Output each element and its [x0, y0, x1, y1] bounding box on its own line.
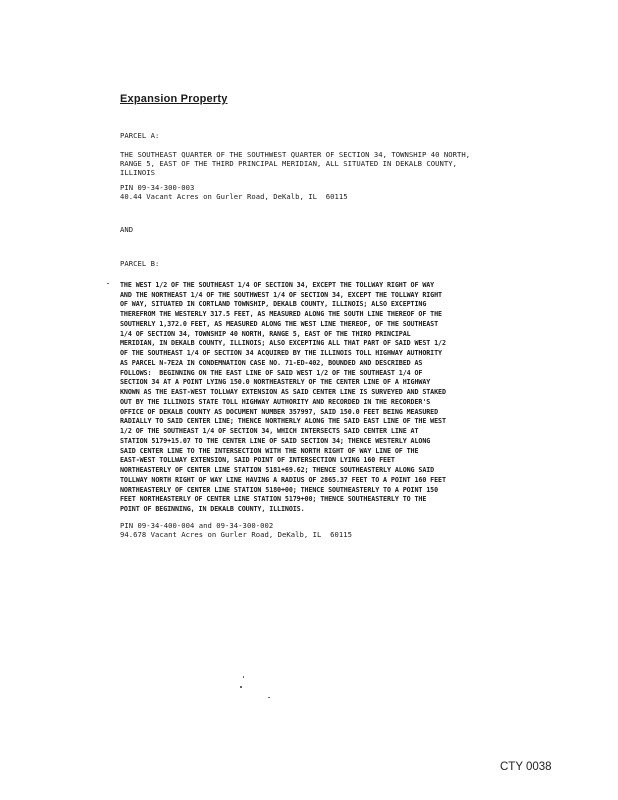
scan-speck [107, 283, 109, 284]
document-id-stamp: CTY 0038 [500, 761, 552, 773]
parcel-b-line: NORTHEASTERLY OF CENTER LINE STATION 5180+00; THENCE SOUTHEASTERLY TO A POINT 150 [120, 485, 439, 494]
scan-speck [240, 686, 242, 688]
parcel-b-line: SOUTHERLY 1,372.0 FEET, AS MEASURED ALONG THE WEST LINE THEREOF, OF THE SOUTHEAST [120, 319, 439, 328]
parcel-b-line: OUT BY THE ILLINOIS STATE TOLL HIGHWAY AUTHORITY AND RECORDED IN THE RECORDER'S [120, 397, 431, 406]
parcel-b-line: NORTHEASTERLY OF CENTER LINE STATION 5181+69.62; THENCE SOUTHEASTERLY ALONG SAID [120, 466, 435, 474]
parcel-b-line: OF WAY, SITUATED IN CORTLAND TOWNSHIP, DEKALB COUNTY, ILLINOIS; ALSO EXCEPTING [120, 300, 427, 309]
parcel-b-line: TOLLWAY NORTH RIGHT OF WAY LINE HAVING A RADIUS OF 2865.37 FEET TO A POINT 160 FEET [120, 475, 446, 484]
parcel-b-line: STATION 5179+15.07 TO THE CENTER LINE OF SAID SECTION 34; THENCE WESTERLY ALONG [120, 436, 431, 445]
parcel-b-line: OF THE SOUTHEAST 1/4 OF SECTION 34 ACQUIRED BY THE ILLINOIS TOLL HIGHWAY AUTHORITY [120, 349, 442, 357]
scan-speck [268, 697, 270, 698]
parcel-b-label: PARCEL B: [120, 259, 160, 268]
parcel-b-line: RADIALLY TO SAID CENTER LINE; THENCE NORTHERLY ALONG THE SAID EAST LINE OF THE WEST [120, 417, 446, 426]
parcel-b-line: EAST-WEST TOLLWAY EXTENSION, SAID POINT OF INTERSECTION LYING 160 FEET [120, 456, 395, 465]
parcel-b-line: SECTION 34 AT A POINT LYING 150.0 NORTHEASTERLY OF THE CENTER LINE OF A HIGHWAY [120, 378, 431, 387]
parcel-b-pin: PIN 09-34-400-004 and 09-34-300-002 [120, 521, 274, 530]
parcel-b-line: THE WEST 1/2 OF THE SOUTHEAST 1/4 OF SECTION 34, EXCEPT THE TOLLWAY RIGHT OF WAY [120, 280, 435, 289]
parcel-a-line-2: RANGE 5, EAST OF THE THIRD PRINCIPAL MERIDIAN, ALL SITUATED IN DEKALB COUNTY, [120, 159, 458, 168]
and-connector: AND [120, 225, 134, 234]
scan-speck [243, 676, 244, 678]
parcel-b-line: FOLLOWS: BEGINNING ON THE EAST LINE OF SAID WEST 1/2 OF THE SOUTHEAST 1/4 OF [120, 368, 423, 377]
parcel-b-line: POINT OF BEGINNING, IN DEKALB COUNTY, ILLINOIS. [120, 505, 305, 513]
document-heading: Expansion Property [120, 93, 228, 105]
parcel-b-line: THEREFROM THE WESTERLY 317.5 FEET, AS MEASURED ALONG THE SOUTH LINE THEREOF OF THE [120, 310, 442, 318]
parcel-a-pin: PIN 09-34-300-003 [120, 183, 195, 192]
parcel-b-line: SAID CENTER LINE TO THE INTERSECTION WITH THE NORTH RIGHT OF WAY LINE OF THE [120, 446, 419, 455]
parcel-b-line: KNOWN AS THE EAST-WEST TOLLWAY EXTENSION AS SAID CENTER LINE IS SURVEYED AND STAKED [120, 388, 446, 396]
parcel-b-line: 1/4 OF SECTION 34, TOWNSHIP 40 NORTH, RANGE 5, EAST OF THE THIRD PRINCIPAL [120, 329, 411, 338]
parcel-b-line: FEET NORTHEASTERLY OF CENTER LINE STATION 5179+00; THENCE SOUTHEASTERLY TO THE [120, 495, 427, 504]
parcel-a-label: PARCEL A: [120, 131, 160, 140]
parcel-b-legal-description [120, 271, 446, 525]
parcel-a-line-1: THE SOUTHEAST QUARTER OF THE SOUTHWEST QUARTER OF SECTION 34, TOWNSHIP 40 NORTH, [120, 150, 471, 159]
parcel-b-line: 1/2 OF THE SOUTHEAST 1/4 OF SECTION 34, WHICH INTERSECTS SAID CENTER LINE AT [120, 427, 419, 435]
parcel-b-line: AND THE NORTHEAST 1/4 OF THE SOUTHWEST 1/4 OF SECTION 34, EXCEPT THE TOLLWAY RIGHT [120, 290, 442, 299]
parcel-b-acres: 94.678 Vacant Acres on Gurler Road, DeKalb, IL 60115 [120, 530, 352, 539]
parcel-b-line: AS PARCEL N-7E2A IN CONDEMNATION CASE NO. 71-ED-402, BOUNDED AND DESCRIBED AS [120, 358, 423, 367]
parcel-b-line: MERIDIAN, IN DEKALB COUNTY, ILLINOIS; ALSO EXCEPTING ALL THAT PART OF SAID WEST 1/2 [120, 339, 446, 348]
parcel-a-line-3: ILLINOIS [120, 168, 156, 177]
parcel-a-acres: 40.44 Vacant Acres on Gurler Road, DeKalb, IL 60115 [120, 192, 348, 201]
parcel-b-line: OFFICE OF DEKALB COUNTY AS DOCUMENT NUMBER 357997, SAID 150.0 FEET BEING MEASURED [120, 407, 439, 416]
